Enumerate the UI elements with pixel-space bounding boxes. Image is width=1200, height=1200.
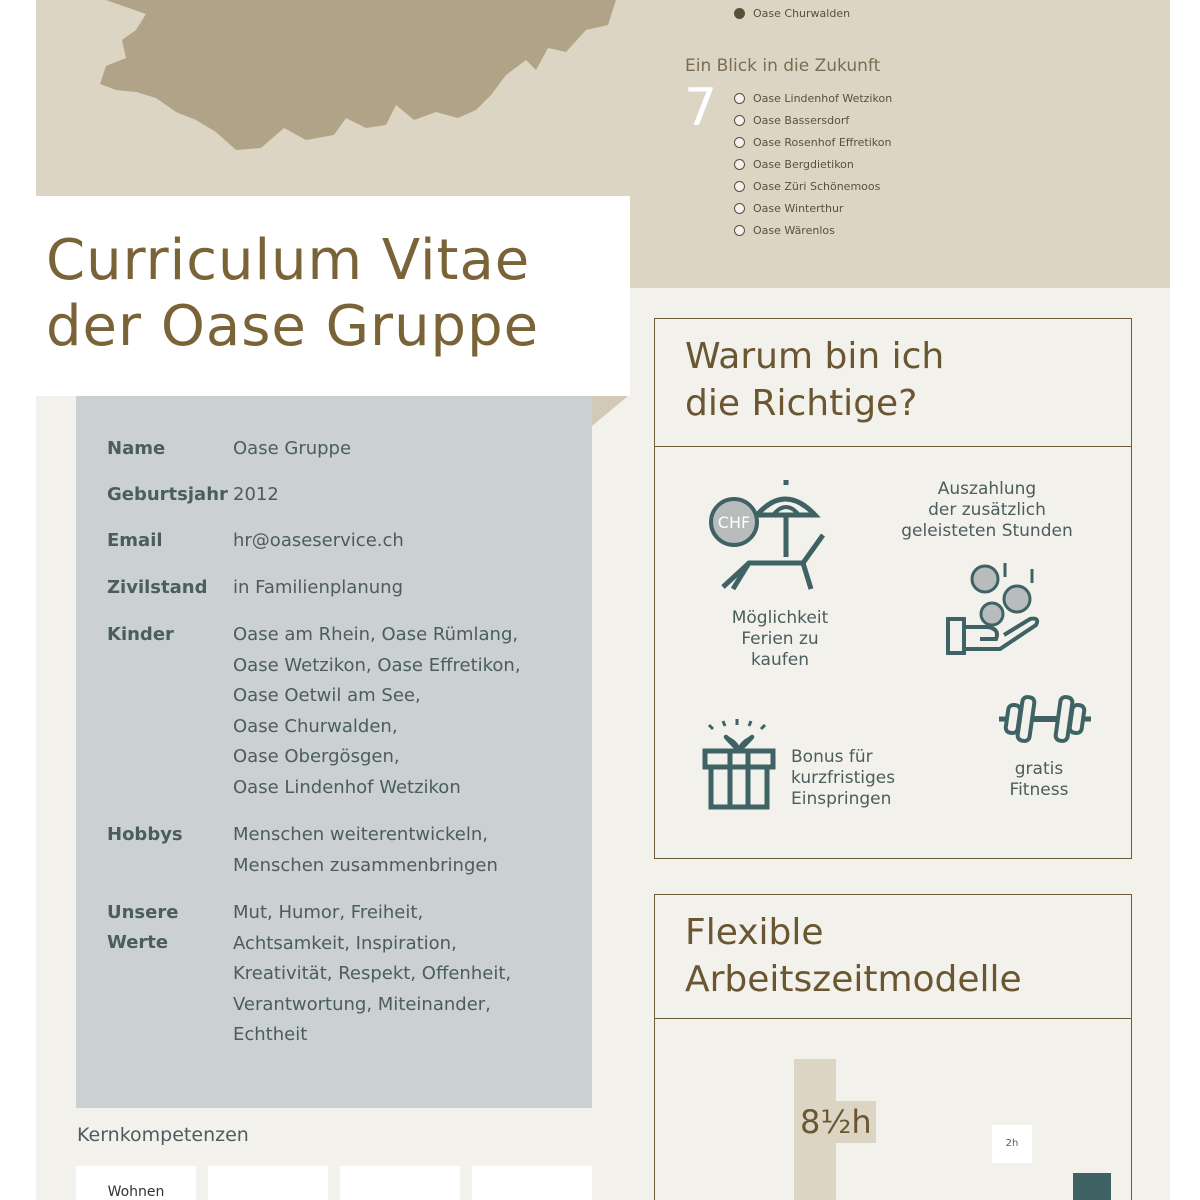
- svg-text:CHF: CHF: [717, 513, 751, 532]
- future-item: Oase Lindenhof Wetzikon: [753, 91, 893, 105]
- benefit-fitness-text: gratis Fitness: [1009, 759, 1069, 800]
- short-shift-label: 2h: [992, 1125, 1032, 1163]
- benefit-payout-text: Auszahlung der zusätzlich geleisteten Stunden: [901, 479, 1073, 541]
- title-line-2: der Oase Gruppe: [46, 294, 540, 359]
- benefits-panel: [654, 318, 1132, 859]
- profile-label: Zivilstand: [107, 577, 208, 598]
- location-dot-icon: [734, 115, 745, 126]
- kern-card: [340, 1166, 460, 1200]
- gift-icon: [699, 717, 779, 813]
- future-item: Oase Züri Schönemoos: [753, 179, 881, 193]
- page-title: [46, 228, 539, 360]
- profile-label: Geburtsjahr: [107, 484, 228, 505]
- profile-value: Menschen weiterentwickeln, Menschen zusammenbringen: [233, 824, 498, 876]
- future-heading: Ein Blick in die Zukunft: [685, 56, 881, 76]
- profile-label: Kinder: [107, 624, 174, 645]
- list-item: [734, 153, 892, 175]
- location-dot-icon: [734, 8, 745, 19]
- benefit-vacation-text: Möglichkeit Ferien zu kaufen: [731, 608, 829, 670]
- location-dot-icon: [734, 225, 745, 236]
- future-item: Oase Rosenhof Effretikon: [753, 135, 892, 149]
- location-dot-icon: [734, 93, 745, 104]
- profile-value: Oase am Rhein, Oase Rümlang, Oase Wetzikon, Oase Effretikon, Oase Oetwil am See, Oase Churwalden, Oase Obergösgen, Oase Lindenhof Wetzikon: [233, 624, 521, 798]
- profile-label: Hobbys: [107, 824, 183, 845]
- profile-value: Oase Gruppe: [233, 438, 352, 459]
- future-count: 7: [684, 78, 718, 138]
- profile-label: Name: [107, 438, 166, 459]
- future-item: Oase Bergdietikon: [753, 157, 854, 171]
- list-item: [734, 87, 892, 109]
- benefits-heading: Warum bin ich die Richtige?: [655, 319, 1131, 447]
- future-item: Oase Bassersdorf: [753, 113, 850, 127]
- future-item: Oase Winterthur: [753, 201, 844, 215]
- list-item: [734, 219, 892, 241]
- location-dot-icon: [734, 181, 745, 192]
- location-dot-icon: [734, 203, 745, 214]
- profile-value: in Familienplanung: [233, 577, 403, 598]
- location-dot-icon: [734, 137, 745, 148]
- kern-card: [472, 1166, 592, 1200]
- flex-panel: [654, 894, 1132, 1200]
- list-item: [734, 109, 892, 131]
- kern-heading: Kernkompetenzen: [77, 1124, 249, 1146]
- benefit-bonus-text: Bonus für kurzfristiges Einspringen: [791, 747, 896, 809]
- kern-card: [208, 1166, 328, 1200]
- cv-page: [36, 0, 1170, 1200]
- flex-heading: Flexible Arbeitszeitmodelle: [655, 895, 1131, 1019]
- long-shift-label: 8½h: [800, 1103, 872, 1141]
- profile-label: Unsere Werte: [107, 902, 179, 953]
- list-item: [734, 197, 892, 219]
- switzerland-map: [96, 0, 636, 160]
- hand-coins-chf-icon: [940, 559, 1050, 659]
- location-label: Oase Churwalden: [753, 6, 851, 20]
- profile-value: Mut, Humor, Freiheit, Achtsamkeit, Inspiration, Kreativität, Respekt, Offenheit, Verantwortung, Miteinander, Echtheit: [233, 902, 512, 1045]
- profile-value: hr@oaseservice.ch: [233, 530, 404, 551]
- short-shift-bar: [1073, 1173, 1111, 1200]
- dumbbell-icon: [995, 691, 1095, 751]
- kern-card: Wohnen: [76, 1166, 196, 1200]
- corner-fold: [592, 396, 628, 426]
- profile-value: 2012: [233, 484, 279, 505]
- title-line-1: Curriculum Vitae: [46, 228, 531, 293]
- vacation-chf-icon: [703, 477, 833, 597]
- list-item: [734, 2, 850, 24]
- map-list-top: [734, 2, 850, 24]
- location-dot-icon: [734, 159, 745, 170]
- profile-label: Email: [107, 530, 163, 551]
- profile-card: [76, 396, 592, 1108]
- future-list: [734, 87, 892, 241]
- list-item: [734, 131, 892, 153]
- list-item: [734, 175, 892, 197]
- future-item: Oase Wärenlos: [753, 223, 835, 237]
